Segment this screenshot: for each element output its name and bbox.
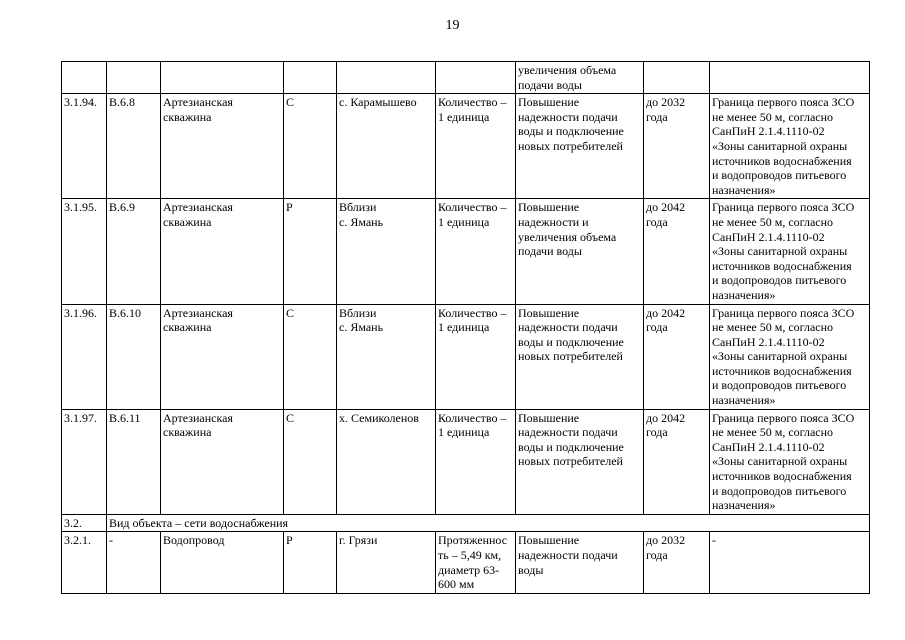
location-cell: [337, 62, 436, 94]
object-code-cell: [107, 62, 161, 94]
item-number-cell: [62, 532, 107, 593]
location: Вблизи с. Ямань: [339, 305, 384, 335]
deadline-cell: [644, 304, 710, 409]
object-code: В.6.8: [109, 95, 136, 110]
status-cell: [284, 409, 337, 514]
item-number-cell: [62, 62, 107, 94]
status: С: [286, 305, 295, 320]
deadline: до 2032 года: [646, 95, 686, 124]
section-title-cell: [107, 514, 870, 532]
item-number-cell: [62, 94, 107, 199]
status: Р: [286, 533, 293, 548]
purpose: Повышение надежности подачи воды: [518, 533, 618, 577]
table-row: [62, 94, 870, 199]
object-code: В.6.9: [109, 200, 136, 215]
characteristics-cell: [436, 94, 516, 199]
purpose: Повышение надежности подачи воды и подключение новых потребителей: [518, 305, 624, 364]
item-number-cell: [62, 409, 107, 514]
restrictions-cell: [710, 62, 870, 94]
object-name-cell: [161, 304, 284, 409]
characteristics-cell: [436, 199, 516, 304]
purpose: Повышение надежности и увеличения объема подачи воды: [518, 200, 617, 259]
item-number: 3.1.96.: [64, 305, 97, 320]
object-code-cell: [107, 199, 161, 304]
object-code-cell: [107, 304, 161, 409]
restrictions: -: [712, 533, 716, 548]
item-number: 3.2.1.: [64, 533, 91, 548]
table-row: [62, 409, 870, 514]
restrictions: Граница первого пояса ЗСО не менее 50 м, согласно СанПиН 2.1.4.1110-02 «Зоны санитарной охраны источников водоснабжения и водопроводов питьевого назначения»: [712, 305, 855, 408]
restrictions-cell: [710, 199, 870, 304]
purpose-cell: [516, 199, 644, 304]
object-name-cell: [161, 62, 284, 94]
characteristics: Количество – 1 единица: [438, 410, 507, 440]
restrictions: Граница первого пояса ЗСО не менее 50 м, согласно СанПиН 2.1.4.1110-02 «Зоны санитарной охраны источников водоснабжения и водопроводов питьевого назначения»: [712, 95, 855, 197]
status-cell: [284, 62, 337, 94]
deadline-cell: [644, 94, 710, 199]
page-number: 19: [445, 18, 460, 33]
status: Р: [286, 200, 293, 215]
purpose-cell: [516, 94, 644, 199]
object-name-cell: [161, 532, 284, 593]
restrictions-cell: [710, 532, 870, 593]
status: С: [286, 95, 295, 110]
section-number: 3.2.: [64, 515, 82, 530]
object-name-cell: [161, 94, 284, 199]
object-name: Артезианская скважина: [163, 95, 233, 124]
characteristics: Количество – 1 единица: [438, 95, 507, 124]
location: Вблизи с. Ямань: [339, 200, 384, 229]
characteristics-cell: [436, 409, 516, 514]
purpose-cell: [516, 532, 644, 593]
purpose-cell: [516, 304, 644, 409]
section-number-cell: [62, 514, 107, 532]
section-row: [62, 514, 870, 532]
object-name: Водопровод: [163, 533, 225, 548]
status-cell: [284, 199, 337, 304]
object-code: В.6.11: [109, 410, 141, 425]
restrictions-cell: [710, 409, 870, 514]
section-title: Вид объекта – сети водоснабжения: [109, 515, 289, 530]
purpose-cell: [516, 62, 644, 94]
location-cell: [337, 409, 436, 514]
deadline-cell: [644, 409, 710, 514]
purpose: Повышение надежности подачи воды и подключение новых потребителей: [518, 95, 624, 153]
deadline: до 2042 года: [646, 410, 686, 440]
status-cell: [284, 304, 337, 409]
table-row: [62, 62, 870, 94]
location-cell: [337, 304, 436, 409]
location: с. Карамышево: [339, 95, 417, 110]
status-cell: [284, 532, 337, 593]
purpose: увеличения объема подачи воды: [518, 63, 617, 92]
object-name: Артезианская скважина: [163, 410, 233, 440]
object-name: Артезианская скважина: [163, 305, 233, 335]
deadline-cell: [644, 532, 710, 593]
status: С: [286, 410, 295, 425]
characteristics-cell: [436, 532, 516, 593]
location: х. Семиколенов: [339, 410, 419, 425]
characteristics-cell: [436, 304, 516, 409]
object-code: В.6.10: [109, 305, 142, 320]
restrictions: Граница первого пояса ЗСО не менее 50 м, согласно СанПиН 2.1.4.1110-02 «Зоны санитарной охраны источников водоснабжения и водопроводов питьевого назначения»: [712, 410, 855, 513]
restrictions-cell: [710, 304, 870, 409]
deadline: до 2042 года: [646, 305, 686, 335]
deadline-cell: [644, 62, 710, 94]
location-cell: [337, 199, 436, 304]
object-name: Артезианская скважина: [163, 200, 233, 229]
table-row: [62, 199, 870, 304]
object-name-cell: [161, 199, 284, 304]
table-body: [62, 62, 870, 594]
object-name-cell: [161, 409, 284, 514]
deadline: до 2042 года: [646, 200, 686, 229]
item-number: 3.1.95.: [64, 200, 97, 215]
object-code-cell: [107, 94, 161, 199]
item-number-cell: [62, 304, 107, 409]
location-cell: [337, 532, 436, 593]
item-number-cell: [62, 199, 107, 304]
restrictions: Граница первого пояса ЗСО не менее 50 м, согласно СанПиН 2.1.4.1110-02 «Зоны санитарной охраны источников водоснабжения и водопроводов питьевого назначения»: [712, 200, 855, 302]
water-supply-objects-table: [61, 61, 870, 594]
item-number: 3.1.97.: [64, 410, 97, 425]
status-cell: [284, 94, 337, 199]
characteristics: Количество – 1 единица: [438, 305, 507, 335]
location: г. Грязи: [339, 533, 378, 548]
table-row: [62, 532, 870, 593]
characteristics: Количество – 1 единица: [438, 200, 507, 229]
location-cell: [337, 94, 436, 199]
purpose: Повышение надежности подачи воды и подключение новых потребителей: [518, 410, 624, 469]
item-number: 3.1.94.: [64, 95, 97, 110]
object-code: -: [109, 533, 113, 548]
characteristics-cell: [436, 62, 516, 94]
object-code-cell: [107, 409, 161, 514]
deadline-cell: [644, 199, 710, 304]
characteristics: Протяженнос ть – 5,49 км, диаметр 63- 600 мм: [438, 533, 508, 592]
deadline: до 2032 года: [646, 533, 686, 562]
object-code-cell: [107, 532, 161, 593]
purpose-cell: [516, 409, 644, 514]
restrictions-cell: [710, 94, 870, 199]
table-row: [62, 304, 870, 409]
